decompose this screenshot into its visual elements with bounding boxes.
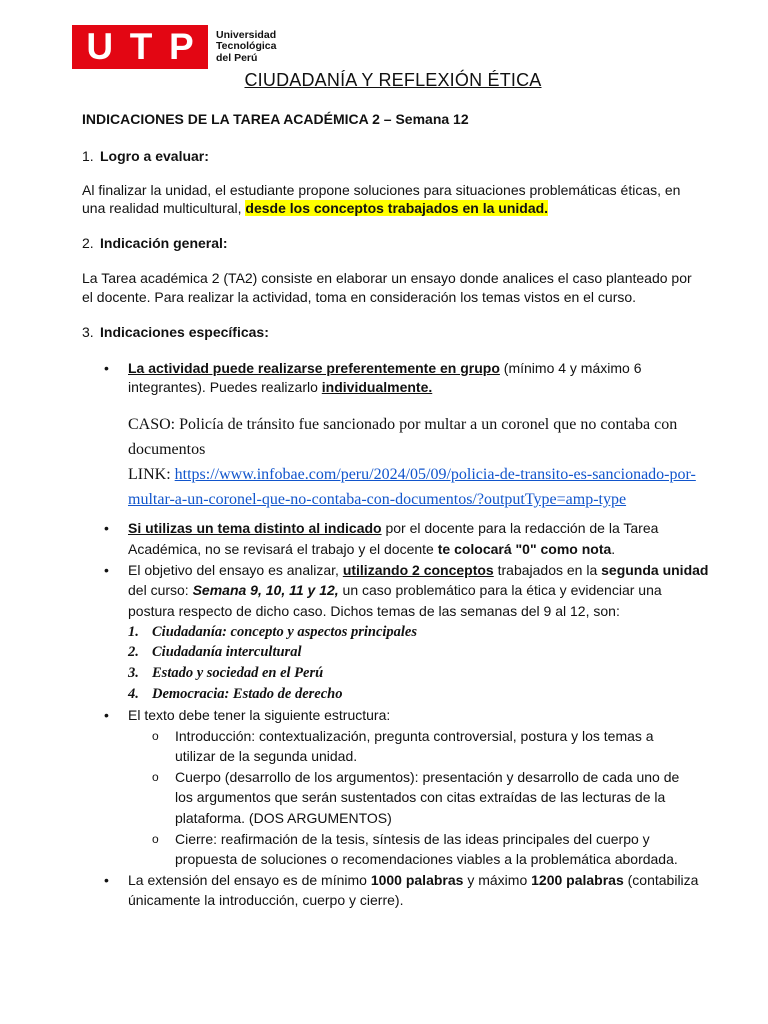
objective-line-2-rest: un caso problemático para la ética y evidenciar una — [338, 582, 662, 598]
logro-highlight: desde los conceptos trabajados en la unidad. — [245, 200, 549, 216]
bullet-4-line-1: El texto debe tener la siguiente estructura: — [128, 707, 391, 723]
theme-item — [128, 684, 342, 705]
structure-close-line-1: Cierre: reafirmación de la tesis, síntesis de las ideas principales del cuerpo y — [175, 831, 650, 847]
theme-item — [128, 622, 417, 643]
logo-line-2: Tecnológica — [216, 40, 277, 53]
objective-line-2: del curso: — [128, 582, 193, 598]
theme-number: 1. — [128, 624, 139, 640]
theme-text: Estado y sociedad en el Perú — [152, 665, 324, 681]
zero-grade-warning: te colocará "0" como nota — [437, 541, 612, 557]
objective-text: El objetivo del ensayo es analizar, — [128, 562, 343, 578]
theme-item — [128, 663, 323, 684]
bullet-2-text-2: Académica, no se revisará el trabajo y el docente — [128, 541, 438, 557]
structure-body-line-3: plataforma. (DOS ARGUMENTOS) — [175, 810, 392, 826]
bullet-5-line-1 — [128, 870, 718, 891]
group-size: (mínimo 4 y máximo 6 — [499, 360, 642, 376]
bullet-2-line-1 — [128, 518, 718, 539]
sub-bullet-marker: o — [152, 832, 159, 846]
sub-bullet-marker: o — [152, 770, 159, 784]
section-number: 1. — [82, 148, 94, 164]
theme-number: 4. — [128, 686, 139, 702]
structure-intro-line-1: Introducción: contextualización, pregunta controversial, postura y los temas a — [175, 728, 654, 744]
theme-text: Ciudadanía intercultural — [152, 644, 302, 660]
topic-warning: Si utilizas un tema distinto al indicado — [128, 520, 382, 536]
theme-item — [128, 642, 301, 663]
section-number: 2. — [82, 235, 94, 251]
bullet-2-line-2 — [128, 539, 718, 560]
bullet-3-line-3: postura respecto de dicho caso. Dichos temas de las semanas del 9 al 12, son: — [128, 603, 620, 619]
theme-text: Ciudadanía: concepto y aspectos principales — [152, 624, 418, 640]
logro-line-2-text: una realidad multicultural, — [82, 200, 246, 216]
structure-close-line-2: propuesta de soluciones o recomendaciones viables a la problemática abordada. — [175, 851, 678, 867]
theme-number: 2. — [128, 644, 139, 660]
two-concepts: utilizando 2 conceptos — [342, 562, 494, 578]
logro-line-1: Al finalizar la unidad, el estudiante propone soluciones para situaciones problemáticas éticas, en — [82, 182, 681, 198]
bullet-marker: • — [104, 562, 109, 578]
theme-number: 3. — [128, 665, 139, 681]
case-link-line-2 — [128, 487, 626, 512]
logo-wordmark — [216, 30, 276, 65]
bullet-marker: • — [104, 360, 109, 376]
logo-letter-t: T — [129, 26, 153, 67]
general-line-2: el docente. Para realizar la actividad, toma en consideración los temas vistos en el curso. — [82, 289, 637, 305]
bullet-1-line-1 — [128, 358, 718, 379]
max-words: 1200 palabras — [531, 872, 624, 888]
document-title: CIUDADANÍA Y REFLEXIÓN ÉTICA — [244, 70, 542, 90]
second-unit: segunda unidad — [601, 562, 709, 578]
utp-logo-mark — [72, 25, 208, 69]
bullet-marker: • — [104, 707, 109, 723]
logo-line-3: del Perú — [216, 51, 258, 64]
section-number: 3. — [82, 324, 94, 340]
sub-bullet-marker: o — [152, 729, 159, 743]
bullet-1-line-2 — [128, 377, 718, 398]
case-line-1: CASO: Policía de tránsito fue sancionado por multar a un coronel que no contaba con — [128, 416, 678, 433]
structure-body-line-1: Cuerpo (desarrollo de los argumentos): presentación y desarrollo de cada uno de — [175, 769, 680, 785]
bullet-2-end: . — [611, 541, 616, 557]
section-title: Indicación general: — [100, 235, 228, 251]
logo-letter-p: P — [168, 26, 194, 67]
bullet-marker: • — [104, 520, 109, 536]
general-line-1: La Tarea académica 2 (TA2) consiste en elaborar un ensayo donde analices el caso planteado por — [82, 270, 692, 286]
case-line-2: documentos — [128, 441, 206, 458]
case-link-continued[interactable]: multar-a-un-coronel-que-no-contaba-con-documentos/?outputType=amp-type — [128, 491, 627, 508]
logo-line-1: Universidad — [216, 28, 277, 41]
section-title: Indicaciones específicas: — [100, 324, 269, 340]
logro-line-2 — [82, 198, 702, 219]
objective-mid: trabajados en la — [493, 562, 602, 578]
individual-text: integrantes). Puedes realizarlo — [128, 379, 322, 395]
structure-intro-line-2: utilizar de la segunda unidad. — [175, 748, 358, 764]
bullet-3-line-1 — [128, 560, 718, 581]
section-1-heading — [82, 146, 702, 167]
bullet-marker: • — [104, 872, 109, 888]
min-words: 1000 palabras — [370, 872, 464, 888]
section-2-heading — [82, 233, 702, 254]
individual-option: individualmente. — [321, 379, 433, 395]
theme-text: Democracia: Estado de derecho — [152, 686, 343, 702]
section-title: Logro a evaluar: — [100, 148, 209, 164]
structure-body-line-2: los argumentos que serán sustentados con citas extraídas de las lecturas de la — [175, 789, 666, 805]
bullet-2-text: por el docente para la redacción de la Tarea — [381, 520, 659, 536]
assignment-heading: INDICACIONES DE LA TAREA ACADÉMICA 2 – Semana 12 — [82, 111, 469, 127]
length-mid: y máximo — [463, 872, 532, 888]
length-text: La extensión del ensayo es de mínimo — [128, 872, 371, 888]
case-link[interactable]: https://www.infobae.com/peru/2024/05/09/policia-de-transito-es-sancionado-por- — [174, 466, 696, 483]
bullet-3-line-2 — [128, 580, 718, 601]
bullet-5-line-2: únicamente la introducción, cuerpo y cierre). — [128, 892, 404, 908]
length-rest: (contabiliza — [623, 872, 699, 888]
utp-logo — [72, 25, 276, 69]
section-3-heading — [82, 322, 702, 343]
link-label: LINK: — [128, 466, 175, 483]
weeks: Semana 9, 10, 11 y 12, — [192, 582, 339, 598]
case-link-line-1 — [128, 462, 696, 487]
logo-letter-u: U — [86, 26, 114, 67]
group-requirement: La actividad puede realizarse preferentemente en grupo — [128, 360, 500, 376]
